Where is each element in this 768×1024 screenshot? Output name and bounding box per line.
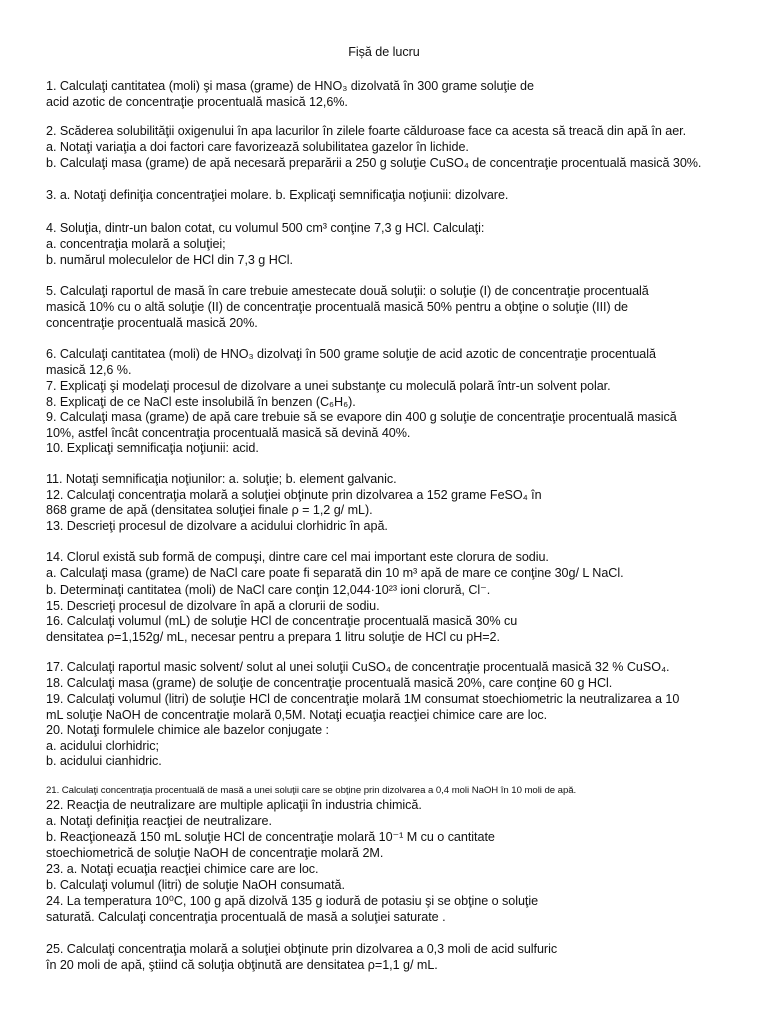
text-line: a. concentraţia molară a soluţiei;: [46, 237, 226, 251]
text-line: 16. Calculaţi volumul (mL) de soluţie HCl de concentraţie procentuală masică 30% cu: [46, 614, 518, 628]
text-line: 15. Descrieţi procesul de dizolvare în apă a clorurii de sodiu.: [46, 599, 380, 613]
text-line: 7. Explicaţi şi modelaţi procesul de dizolvare a unei substanţe cu moleculă polară într-un solvent polar.: [46, 379, 611, 393]
text-line: 18. Calculaţi masa (grame) de soluţie de concentraţie procentuală masică 20%, care conţine 60 g HCl.: [46, 676, 613, 690]
text-line: 25. Calculaţi concentraţia molară a soluţiei obţinute prin dizolvarea a 0,3 moli de acid sulfuric: [46, 942, 558, 956]
text-line: 11. Notaţi semnificaţia noţiunilor: a. soluţie; b. element galvanic.: [46, 472, 397, 486]
text-line: 9. Calculaţi masa (grame) de apă care trebuie să se evapore din 400 g soluţie de concentraţie procentuală masică: [46, 410, 677, 424]
text-line: 10%, astfel încât concentraţia procentuală masică să devină 40%.: [46, 426, 411, 440]
text-line: 13. Descrieţi procesul de dizolvare a acidului clorhidric în apă.: [46, 519, 388, 533]
text-line: 3. a. Notaţi definiţia concentraţiei molare. b. Explicaţi semnificaţia noţiunii: dizolvare.: [46, 188, 509, 202]
text-line: acid azotic de concentraţie procentuală masică 12,6%.: [46, 95, 348, 109]
text-line: 24. La temperatura 10⁰C, 100 g apă dizolvă 135 g iodură de potasiu şi se obţine o soluţie: [46, 894, 539, 908]
text-line: b. Calculaţi volumul (litri) de soluţie NaOH consumată.: [46, 878, 345, 892]
text-line: a. Calculaţi masa (grame) de NaCl care poate fi separată din 10 m³ apă de mare ce conţine 30g/ L NaCl.: [46, 566, 624, 580]
text-line: 17. Calculaţi raportul masic solvent/ solut al unei soluţii CuSO₄ de concentraţie procentuală masică 32 % CuSO₄.: [46, 660, 670, 674]
text-line: densitatea ρ=1,152g/ mL, necesar pentru a prepara 1 litru soluţie de HCl cu pH=2.: [46, 630, 500, 644]
text-line: b. acidului cianhidric.: [46, 754, 162, 768]
text-line: stoechiometrică de soluţie NaOH de concentraţie molară 2M.: [46, 846, 384, 860]
text-line: 20. Notaţi formulele chimice ale bazelor conjugate :: [46, 723, 330, 737]
text-line: a. acidului clorhidric;: [46, 739, 159, 753]
text-line: concentraţie procentuală masică 20%.: [46, 316, 258, 330]
text-line: b. Reacţionează 150 mL soluţie HCl de concentraţie molară 10⁻¹ M cu o cantitate: [46, 830, 495, 844]
text-line: 5. Calculaţi raportul de masă în care trebuie amestecate două soluţii: o soluţie (I) de concentraţie procentuală: [46, 284, 649, 298]
text-line: 19. Calculaţi volumul (litri) de soluţie HCl de concentraţie molară 1M consumat stoechiometric la neutralizarea a 10: [46, 692, 680, 706]
page-title: Fișă de lucru: [348, 45, 420, 59]
text-line: b. Calculaţi masa (grame) de apă necesară preparării a 250 g soluţie CuSO₄ de concentraţie procentuală masică 30%.: [46, 156, 702, 170]
text-line: b. Determinaţi cantitatea (moli) de NaCl care conţin 12,044·10²³ ioni clorură, Cl⁻.: [46, 583, 491, 597]
text-line: 8. Explicaţi de ce NaCl este insolubilă în benzen (C₆H₆).: [46, 395, 356, 409]
text-line: 14. Clorul există sub formă de compuşi, dintre care cel mai important este clorura de sodiu.: [46, 550, 549, 564]
text-line: 2. Scăderea solubilităţii oxigenului în apa lacurilor în zilele foarte călduroase face ca acesta să treacă din apă în aer.: [46, 124, 687, 138]
text-line: mL soluţie NaOH de concentraţie molară 0,5M. Notaţi ecuaţia reacţiei chimice care are loc.: [46, 708, 548, 722]
text-line: 4. Soluţia, dintr-un balon cotat, cu volumul 500 cm³ conţine 7,3 g HCl. Calculaţi:: [46, 221, 485, 235]
text-line: a. Notaţi definiţia reacţiei de neutralizare.: [46, 814, 272, 828]
text-line: 23. a. Notaţi ecuaţia reacţiei chimice care are loc.: [46, 862, 319, 876]
text-line: în 20 moli de apă, ştiind că soluţia obţinută are densitatea ρ=1,1 g/ mL.: [46, 958, 438, 972]
text-line: 6. Calculaţi cantitatea (moli) de HNO₃ dizolvaţi în 500 grame soluţie de acid azotic de concentraţie procentuală: [46, 347, 656, 361]
text-line: 12. Calculaţi concentraţia molară a soluţiei obţinute prin dizolvarea a 152 grame FeSO₄ în: [46, 488, 542, 502]
text-line: masică 12,6 %.: [46, 363, 132, 377]
text-line: a. Notaţi variaţia a doi factori care favorizează solubilitatea gazelor în lichide.: [46, 140, 469, 154]
text-line: saturată. Calculaţi concentraţia procentuală de masă a soluţiei saturate .: [46, 910, 446, 924]
text-line: 10. Explicaţi semnificaţia noţiunii: acid.: [46, 441, 259, 455]
text-line: 1. Calculaţi cantitatea (moli) şi masa (grame) de HNO₃ dizolvată în 300 grame soluţie de: [46, 79, 534, 93]
text-line: 22. Reacţia de neutralizare are multiple aplicaţii în industria chimică.: [46, 798, 422, 812]
text-line: b. numărul moleculelor de HCl din 7,3 g HCl.: [46, 253, 293, 267]
text-line: 21. Calculaţi concentraţia procentuală de masă a unei soluţii care se obţine prin dizolvarea a 0,4 moli NaOH în 10 moli de apă.: [46, 785, 577, 796]
text-line: 868 grame de apă (densitatea soluţiei finale ρ = 1,2 g/ mL).: [46, 503, 373, 517]
text-line: masică 10% cu o altă soluţie (II) de concentraţie procentuală masică 50% pentru a obţine o soluţie (III) de: [46, 300, 628, 314]
